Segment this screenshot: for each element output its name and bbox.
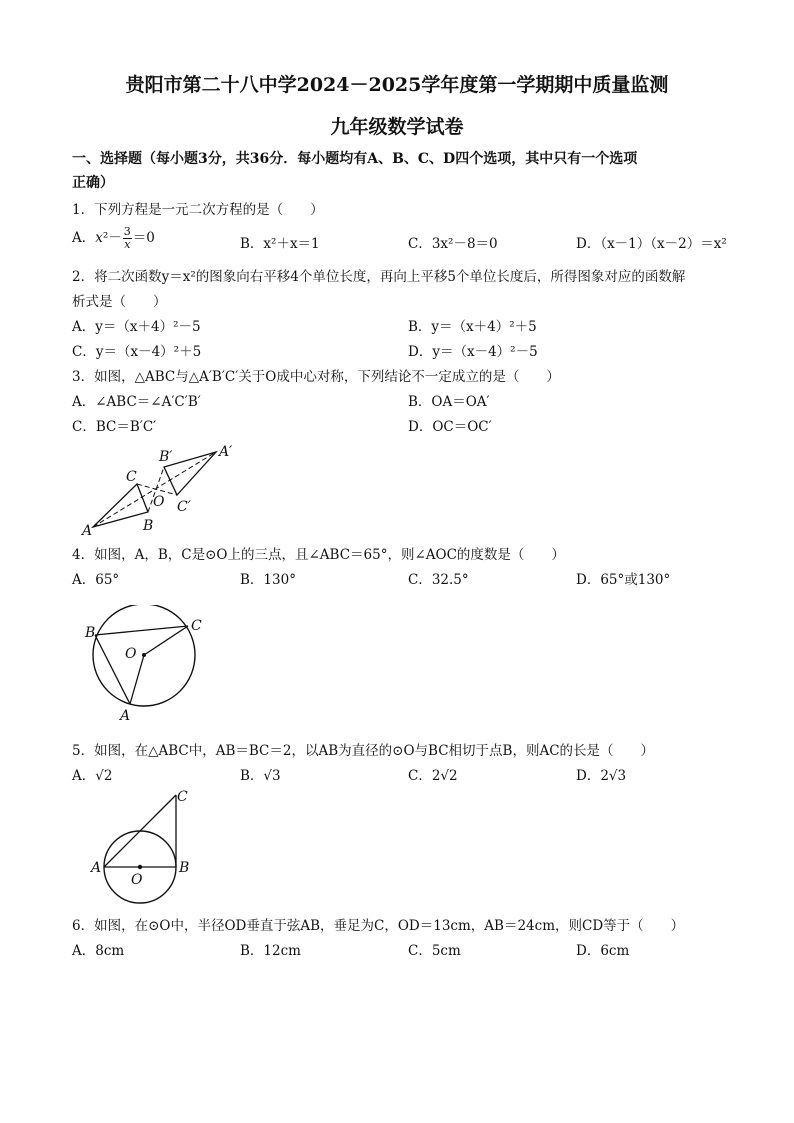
q5-center-dot bbox=[138, 865, 142, 869]
q5-option-c: C．2√2 bbox=[408, 768, 458, 784]
q4-option-a: A．65° bbox=[72, 572, 120, 588]
section-heading-line2: 正确） bbox=[72, 175, 114, 191]
q1-frac-num: 3 bbox=[123, 225, 131, 238]
q2-option-a: A．y＝（x＋4）²－5 bbox=[72, 319, 201, 335]
q4-label-a: A bbox=[120, 708, 131, 724]
q1-frac-den: x bbox=[124, 238, 131, 251]
q4-label-b: B bbox=[85, 625, 96, 641]
q6-option-b: B．12cm bbox=[240, 943, 301, 959]
q4-radius-oc bbox=[144, 626, 188, 655]
q5-label-o: O bbox=[131, 872, 143, 888]
q3-label-o: O bbox=[153, 494, 165, 510]
q5-segment-ac bbox=[104, 795, 176, 867]
q2-option-b: B．y＝（x＋4）²＋5 bbox=[408, 319, 537, 335]
q1-option-c: C．3x²－8＝0 bbox=[408, 236, 498, 252]
section-heading-line1: 一、选择题（每小题3分，共36分．每小题均有A、B、C、D四个选项，其中只有一个选项 bbox=[72, 151, 638, 167]
q2-stem-line2: 析式是（ ） bbox=[72, 294, 167, 310]
q4-option-d: D．65°或130° bbox=[576, 572, 671, 588]
q3-stem: 3．如图，△ABC与△A′B′C′关于O成中心对称，下列结论不一定成立的是（ ） bbox=[72, 369, 560, 385]
q3-option-d: D．OC＝OC′ bbox=[408, 419, 492, 435]
q5-stem: 5．如图，在△ABC中，AB＝BC＝2，以AB为直径的⊙O与BC相切于点B，则AC的长是（ ） bbox=[72, 743, 655, 759]
q2-stem-line1: 2．将二次函数y＝x²的图象向右平移4个单位长度，再向上平移5个单位长度后，所得图象对应的函数解 bbox=[72, 269, 686, 285]
q2-option-c: C．y＝（x－4）²＋5 bbox=[72, 344, 202, 360]
q4-radius-oa bbox=[130, 655, 144, 704]
q1-option-a-tail: ＝0 bbox=[132, 230, 155, 246]
q1-stem: 1．下列方程是一元二次方程的是（ ） bbox=[72, 202, 324, 218]
q3-option-c: C．BC＝B′C′ bbox=[72, 419, 157, 435]
q1-option-a: A．x²－ $\frac{3}{x}$ ＝0 bbox=[72, 225, 155, 251]
q5-option-b: B．√3 bbox=[240, 768, 281, 784]
q5-label-a: A bbox=[91, 860, 102, 876]
q4-chord-bc bbox=[95, 626, 188, 635]
q3-triangle-abc bbox=[93, 484, 148, 527]
q5-label-c: C bbox=[177, 789, 188, 805]
q1-option-a-prefix: A． bbox=[72, 230, 96, 246]
q6-option-c: C．5cm bbox=[408, 943, 461, 959]
q3-figure bbox=[76, 438, 256, 538]
q3-label-c: C bbox=[126, 469, 137, 485]
q3-dashed-aa2 bbox=[93, 452, 216, 527]
q5-figure bbox=[88, 785, 203, 905]
q4-label-c: C bbox=[191, 618, 202, 634]
q4-stem: 4．如图，A，B，C是⊙O上的三点，且∠ABC＝65°，则∠AOC的度数是（ ） bbox=[72, 547, 565, 563]
q3-label-a: A bbox=[82, 523, 93, 538]
q1-option-a-fraction bbox=[123, 226, 132, 251]
q6-option-a: A．8cm bbox=[72, 943, 125, 959]
q5-option-a: A．√2 bbox=[72, 768, 113, 784]
q4-center-dot bbox=[142, 653, 146, 657]
q4-option-c: C．32.5° bbox=[408, 572, 469, 588]
q6-stem: 6．如图，在⊙O中，半径OD垂直于弦AB，垂足为C，OD＝13cm，AB＝24cm，则CD等于（ ） bbox=[72, 918, 685, 934]
q6-option-d: D．6cm bbox=[576, 943, 630, 959]
q3-option-a: A．∠ABC＝∠A′C′B′ bbox=[72, 394, 201, 410]
q3-label-b: B bbox=[143, 518, 154, 534]
q5-label-b: B bbox=[179, 860, 190, 876]
q2-option-d: D．y＝（x－4）²－5 bbox=[408, 344, 538, 360]
q3-label-c-prime: C′ bbox=[177, 499, 191, 515]
q3-label-b-prime: B′ bbox=[159, 449, 173, 465]
q1-option-d: D．（x－1）（x－2）＝x² bbox=[576, 236, 727, 252]
q4-label-o: O bbox=[125, 646, 137, 662]
exam-title: 贵阳市第二十八中学2024－2025学年度第一学期期中质量监测 bbox=[125, 74, 669, 96]
exam-subtitle: 九年级数学试卷 bbox=[330, 116, 464, 138]
q3-option-b: B．OA＝OA′ bbox=[408, 394, 490, 410]
q1-option-b: B．x²＋x＝1 bbox=[240, 236, 320, 252]
q3-label-a-prime: A′ bbox=[219, 444, 233, 460]
q5-option-d: D．2√3 bbox=[576, 768, 627, 784]
q4-option-b: B．130° bbox=[240, 572, 296, 588]
q4-figure bbox=[80, 605, 220, 730]
